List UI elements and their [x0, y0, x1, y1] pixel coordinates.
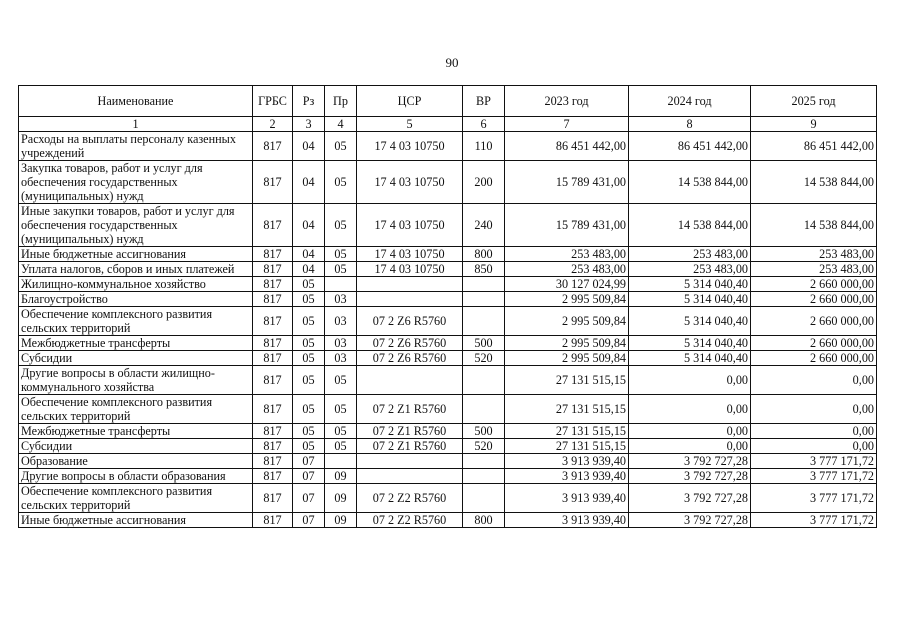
row-name-cell: Обеспечение комплексного развития сельских территорий [19, 395, 253, 424]
amount-2024-cell: 0,00 [629, 424, 751, 439]
amount-2023-cell: 3 913 939,40 [505, 484, 629, 513]
grbs-cell: 817 [253, 204, 293, 247]
vr-cell: 500 [463, 336, 505, 351]
table-row [19, 484, 877, 513]
table-row [19, 395, 877, 424]
rz-cell: 04 [293, 161, 325, 204]
amount-2025-cell: 2 660 000,00 [751, 277, 877, 292]
column-header: Наименование [19, 86, 253, 117]
csr-cell: 17 4 03 10750 [357, 204, 463, 247]
table-row [19, 292, 877, 307]
row-name-cell: Межбюджетные трансферты [19, 336, 253, 351]
amount-2023-cell: 86 451 442,00 [505, 132, 629, 161]
row-name-cell: Иные закупки товаров, работ и услуг для обеспечения государственных (муниципальных) нужд [19, 204, 253, 247]
amount-2025-cell: 3 777 171,72 [751, 484, 877, 513]
amount-2024-cell: 0,00 [629, 439, 751, 454]
amount-2025-cell: 86 451 442,00 [751, 132, 877, 161]
amount-2025-cell: 0,00 [751, 395, 877, 424]
csr-cell: 17 4 03 10750 [357, 247, 463, 262]
amount-2025-cell: 0,00 [751, 439, 877, 454]
row-name-cell: Благоустройство [19, 292, 253, 307]
pr-cell: 05 [325, 262, 357, 277]
amount-2025-cell: 2 660 000,00 [751, 351, 877, 366]
grbs-cell: 817 [253, 161, 293, 204]
rz-cell: 04 [293, 247, 325, 262]
csr-cell: 07 2 Z2 R5760 [357, 484, 463, 513]
vr-cell: 520 [463, 351, 505, 366]
table-row [19, 351, 877, 366]
amount-2024-cell: 5 314 040,40 [629, 351, 751, 366]
column-header: Пр [325, 86, 357, 117]
column-header: 2023 год [505, 86, 629, 117]
pr-cell: 03 [325, 307, 357, 336]
amount-2025-cell: 2 660 000,00 [751, 307, 877, 336]
rz-cell: 04 [293, 204, 325, 247]
grbs-cell: 817 [253, 351, 293, 366]
amount-2023-cell: 2 995 509,84 [505, 336, 629, 351]
grbs-cell: 817 [253, 484, 293, 513]
pr-cell: 05 [325, 204, 357, 247]
table-row [19, 277, 877, 292]
grbs-cell: 817 [253, 132, 293, 161]
pr-cell: 05 [325, 132, 357, 161]
csr-cell: 07 2 Z2 R5760 [357, 513, 463, 528]
amount-2024-cell: 3 792 727,28 [629, 454, 751, 469]
amount-2023-cell: 27 131 515,15 [505, 424, 629, 439]
amount-2024-cell: 86 451 442,00 [629, 132, 751, 161]
grbs-cell: 817 [253, 247, 293, 262]
table-row [19, 513, 877, 528]
csr-cell: 17 4 03 10750 [357, 132, 463, 161]
row-name-cell: Субсидии [19, 439, 253, 454]
rz-cell: 04 [293, 262, 325, 277]
rz-cell: 07 [293, 454, 325, 469]
amount-2025-cell: 2 660 000,00 [751, 292, 877, 307]
vr-cell [463, 469, 505, 484]
table-row [19, 307, 877, 336]
csr-cell: 07 2 Z6 R5760 [357, 307, 463, 336]
row-name-cell: Образование [19, 454, 253, 469]
csr-cell: 17 4 03 10750 [357, 262, 463, 277]
amount-2025-cell: 14 538 844,00 [751, 161, 877, 204]
table-row [19, 336, 877, 351]
budget-table [18, 85, 877, 528]
column-header: 2025 год [751, 86, 877, 117]
amount-2025-cell: 0,00 [751, 424, 877, 439]
vr-cell: 110 [463, 132, 505, 161]
amount-2024-cell: 14 538 844,00 [629, 204, 751, 247]
row-name-cell: Иные бюджетные ассигнования [19, 513, 253, 528]
row-name-cell: Обеспечение комплексного развития сельских территорий [19, 484, 253, 513]
column-header: ГРБС [253, 86, 293, 117]
grbs-cell: 817 [253, 366, 293, 395]
row-name-cell: Межбюджетные трансферты [19, 424, 253, 439]
amount-2024-cell: 253 483,00 [629, 262, 751, 277]
csr-cell: 17 4 03 10750 [357, 161, 463, 204]
csr-cell [357, 277, 463, 292]
column-number: 9 [751, 117, 877, 132]
csr-cell: 07 2 Z1 R5760 [357, 424, 463, 439]
column-number-row [19, 117, 877, 132]
rz-cell: 05 [293, 307, 325, 336]
vr-cell: 200 [463, 161, 505, 204]
vr-cell: 240 [463, 204, 505, 247]
amount-2023-cell: 3 913 939,40 [505, 513, 629, 528]
column-number: 7 [505, 117, 629, 132]
rz-cell: 05 [293, 395, 325, 424]
grbs-cell: 817 [253, 469, 293, 484]
amount-2023-cell: 2 995 509,84 [505, 351, 629, 366]
grbs-cell: 817 [253, 277, 293, 292]
table-row [19, 454, 877, 469]
amount-2023-cell: 27 131 515,15 [505, 366, 629, 395]
grbs-cell: 817 [253, 454, 293, 469]
grbs-cell: 817 [253, 307, 293, 336]
rz-cell: 07 [293, 513, 325, 528]
csr-cell: 07 2 Z1 R5760 [357, 395, 463, 424]
grbs-cell: 817 [253, 439, 293, 454]
pr-cell: 09 [325, 513, 357, 528]
amount-2023-cell: 27 131 515,15 [505, 395, 629, 424]
amount-2024-cell: 5 314 040,40 [629, 307, 751, 336]
amount-2024-cell: 5 314 040,40 [629, 292, 751, 307]
pr-cell: 05 [325, 366, 357, 395]
amount-2023-cell: 27 131 515,15 [505, 439, 629, 454]
table-row [19, 439, 877, 454]
column-header: ЦСР [357, 86, 463, 117]
pr-cell [325, 454, 357, 469]
amount-2024-cell: 0,00 [629, 366, 751, 395]
rz-cell: 07 [293, 484, 325, 513]
pr-cell [325, 277, 357, 292]
rz-cell: 05 [293, 366, 325, 395]
column-header: ВР [463, 86, 505, 117]
vr-cell [463, 277, 505, 292]
rz-cell: 05 [293, 351, 325, 366]
row-name-cell: Жилищно-коммунальное хозяйство [19, 277, 253, 292]
amount-2025-cell: 14 538 844,00 [751, 204, 877, 247]
column-number: 4 [325, 117, 357, 132]
vr-cell [463, 454, 505, 469]
table-row [19, 366, 877, 395]
csr-cell [357, 292, 463, 307]
csr-cell [357, 366, 463, 395]
amount-2024-cell: 3 792 727,28 [629, 513, 751, 528]
csr-cell: 07 2 Z6 R5760 [357, 336, 463, 351]
row-name-cell: Субсидии [19, 351, 253, 366]
row-name-cell: Уплата налогов, сборов и иных платежей [19, 262, 253, 277]
row-name-cell: Обеспечение комплексного развития сельских территорий [19, 307, 253, 336]
vr-cell: 800 [463, 513, 505, 528]
amount-2024-cell: 3 792 727,28 [629, 469, 751, 484]
column-number: 6 [463, 117, 505, 132]
pr-cell: 05 [325, 247, 357, 262]
pr-cell: 03 [325, 336, 357, 351]
amount-2024-cell: 3 792 727,28 [629, 484, 751, 513]
pr-cell: 03 [325, 292, 357, 307]
table-row [19, 204, 877, 247]
rz-cell: 05 [293, 439, 325, 454]
amount-2024-cell: 5 314 040,40 [629, 277, 751, 292]
csr-cell [357, 454, 463, 469]
column-number: 5 [357, 117, 463, 132]
rz-cell: 04 [293, 132, 325, 161]
amount-2023-cell: 2 995 509,84 [505, 292, 629, 307]
amount-2025-cell: 3 777 171,72 [751, 513, 877, 528]
grbs-cell: 817 [253, 292, 293, 307]
amount-2025-cell: 3 777 171,72 [751, 454, 877, 469]
rz-cell: 05 [293, 292, 325, 307]
table-row [19, 161, 877, 204]
amount-2025-cell: 3 777 171,72 [751, 469, 877, 484]
table-row [19, 424, 877, 439]
column-number: 1 [19, 117, 253, 132]
amount-2024-cell: 14 538 844,00 [629, 161, 751, 204]
amount-2023-cell: 3 913 939,40 [505, 454, 629, 469]
pr-cell: 09 [325, 484, 357, 513]
grbs-cell: 817 [253, 336, 293, 351]
rz-cell: 05 [293, 277, 325, 292]
amount-2025-cell: 0,00 [751, 366, 877, 395]
row-name-cell: Иные бюджетные ассигнования [19, 247, 253, 262]
column-number: 3 [293, 117, 325, 132]
column-number: 2 [253, 117, 293, 132]
amount-2025-cell: 253 483,00 [751, 247, 877, 262]
rz-cell: 05 [293, 424, 325, 439]
vr-cell [463, 307, 505, 336]
grbs-cell: 817 [253, 395, 293, 424]
csr-cell: 07 2 Z6 R5760 [357, 351, 463, 366]
amount-2023-cell: 253 483,00 [505, 247, 629, 262]
table-row [19, 247, 877, 262]
amount-2024-cell: 5 314 040,40 [629, 336, 751, 351]
row-name-cell: Закупка товаров, работ и услуг для обеспечения государственных (муниципальных) нужд [19, 161, 253, 204]
row-name-cell: Расходы на выплаты персоналу казенных учреждений [19, 132, 253, 161]
amount-2023-cell: 15 789 431,00 [505, 204, 629, 247]
grbs-cell: 817 [253, 513, 293, 528]
page-number: 90 [445, 55, 459, 70]
column-header: 2024 год [629, 86, 751, 117]
vr-cell: 520 [463, 439, 505, 454]
amount-2025-cell: 2 660 000,00 [751, 336, 877, 351]
vr-cell [463, 292, 505, 307]
amount-2023-cell: 15 789 431,00 [505, 161, 629, 204]
vr-cell [463, 366, 505, 395]
grbs-cell: 817 [253, 262, 293, 277]
row-name-cell: Другие вопросы в области образования [19, 469, 253, 484]
amount-2024-cell: 253 483,00 [629, 247, 751, 262]
csr-cell [357, 469, 463, 484]
vr-cell [463, 395, 505, 424]
vr-cell: 500 [463, 424, 505, 439]
grbs-cell: 817 [253, 424, 293, 439]
amount-2023-cell: 3 913 939,40 [505, 469, 629, 484]
column-header: Рз [293, 86, 325, 117]
table-row [19, 469, 877, 484]
column-number: 8 [629, 117, 751, 132]
row-name-cell: Другие вопросы в области жилищно-коммунального хозяйства [19, 366, 253, 395]
pr-cell: 05 [325, 395, 357, 424]
amount-2023-cell: 2 995 509,84 [505, 307, 629, 336]
pr-cell: 05 [325, 424, 357, 439]
vr-cell: 800 [463, 247, 505, 262]
amount-2025-cell: 253 483,00 [751, 262, 877, 277]
csr-cell: 07 2 Z1 R5760 [357, 439, 463, 454]
pr-cell: 05 [325, 439, 357, 454]
amount-2023-cell: 253 483,00 [505, 262, 629, 277]
vr-cell [463, 484, 505, 513]
table-row [19, 262, 877, 277]
vr-cell: 850 [463, 262, 505, 277]
rz-cell: 07 [293, 469, 325, 484]
pr-cell: 03 [325, 351, 357, 366]
rz-cell: 05 [293, 336, 325, 351]
header-row [19, 86, 877, 117]
amount-2023-cell: 30 127 024,99 [505, 277, 629, 292]
pr-cell: 05 [325, 161, 357, 204]
pr-cell: 09 [325, 469, 357, 484]
amount-2024-cell: 0,00 [629, 395, 751, 424]
table-row [19, 132, 877, 161]
